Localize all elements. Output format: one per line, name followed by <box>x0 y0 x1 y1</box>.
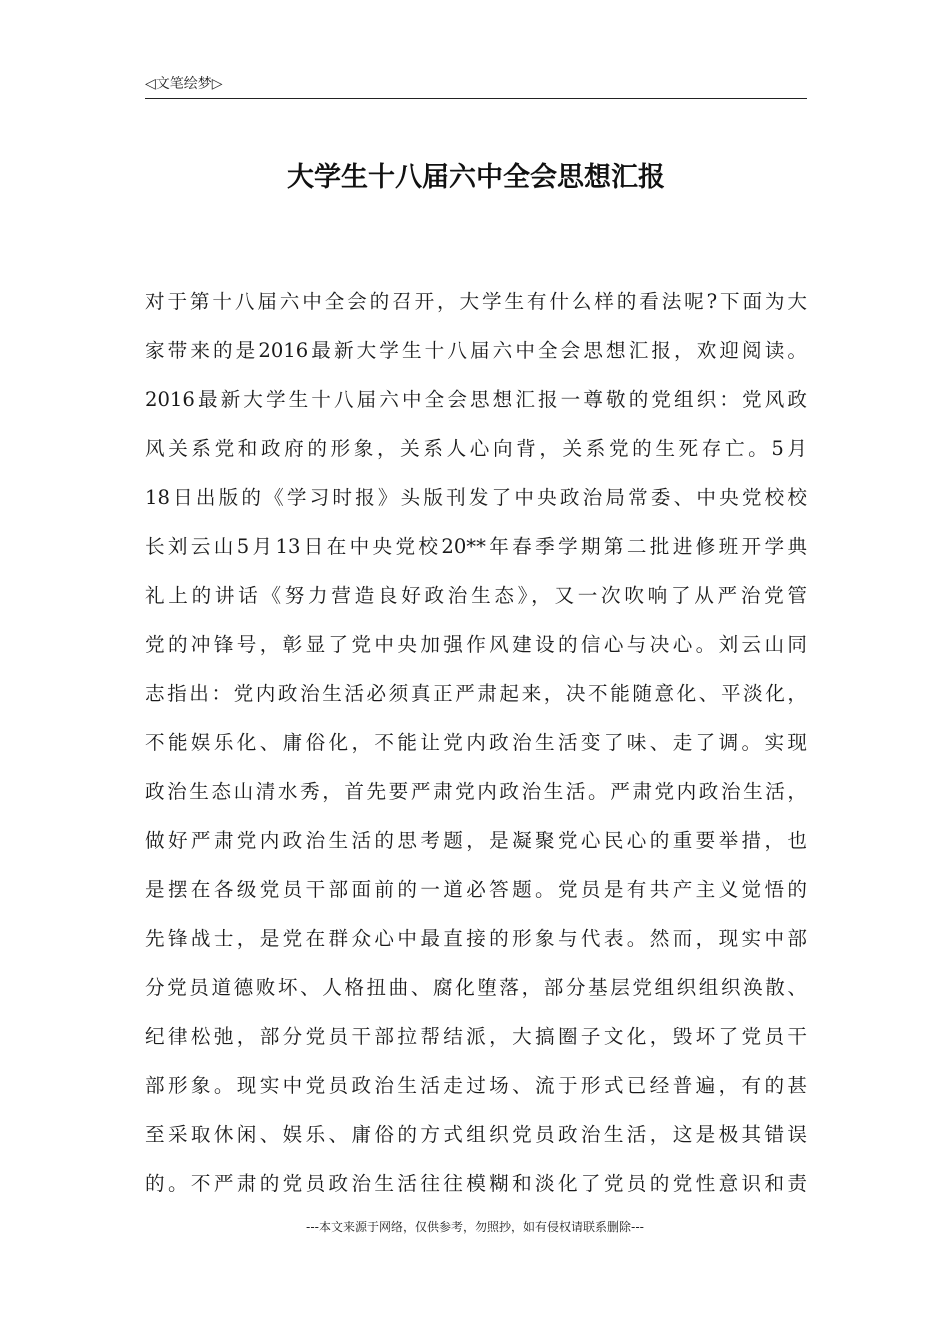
body-line: 做好严肃党内政治生活的思考题，是凝聚党心民心的重要举措，也 <box>145 829 807 852</box>
body-line: 部形象。现实中党员政治生活走过场、流于形式已经普遍，有的甚 <box>145 1074 807 1097</box>
page-footer: ---本文来源于网络，仅供参考，勿照抄，如有侵权请联系删除--- <box>306 1220 644 1234</box>
body-line: 家带来的是2016最新大学生十八届六中全会思想汇报，欢迎阅读。 <box>145 339 807 362</box>
body-line: 对于第十八届六中全会的召开，大学生有什么样的看法呢?下面为大 <box>145 290 807 313</box>
body-line: 纪律松弛，部分党员干部拉帮结派，大搞圈子文化，毁坏了党员干 <box>145 1025 807 1048</box>
body-line: 至采取休闲、娱乐、庸俗的方式组织党员政治生活，这是极其错误 <box>145 1123 807 1146</box>
body-line: 先锋战士，是党在群众心中最直接的形象与代表。然而，现实中部 <box>145 927 807 950</box>
header-logo-text: ◁文笔绘梦▷ <box>145 76 223 92</box>
body-line: 的。不严肃的党员政治生活往往模糊和淡化了党员的党性意识和责 <box>145 1172 807 1195</box>
body-line: 党的冲锋号，彰显了党中央加强作风建设的信心与决心。刘云山同 <box>145 633 807 656</box>
body-line: 政治生态山清水秀，首先要严肃党内政治生活。严肃党内政治生活， <box>145 780 807 803</box>
body-line: 是摆在各级党员干部面前的一道必答题。党员是有共产主义觉悟的 <box>145 878 807 901</box>
page-header <box>145 74 807 99</box>
body-line: 礼上的讲话《努力营造良好政治生态》，又一次吹响了从严治党管 <box>145 584 807 607</box>
body-line: 风关系党和政府的形象，关系人心向背，关系党的生死存亡。5月 <box>145 437 807 460</box>
document-body <box>145 277 807 1208</box>
body-line: 长刘云山5月13日在中央党校20**年春季学期第二批进修班开学典 <box>145 535 807 558</box>
body-line: 18日出版的《学习时报》头版刊发了中央政治局常委、中央党校校 <box>145 486 807 509</box>
body-line: 志指出：党内政治生活必须真正严肃起来，决不能随意化、平淡化， <box>145 682 807 705</box>
body-line: 不能娱乐化、庸俗化，不能让党内政治生活变了味、走了调。实现 <box>145 731 807 754</box>
body-line: 分党员道德败坏、人格扭曲、腐化堕落，部分基层党组织组织涣散、 <box>145 976 807 999</box>
document-title: 大学生十八届六中全会思想汇报 <box>287 162 665 193</box>
body-line: 2016最新大学生十八届六中全会思想汇报一尊敬的党组织：党风政 <box>145 388 807 411</box>
